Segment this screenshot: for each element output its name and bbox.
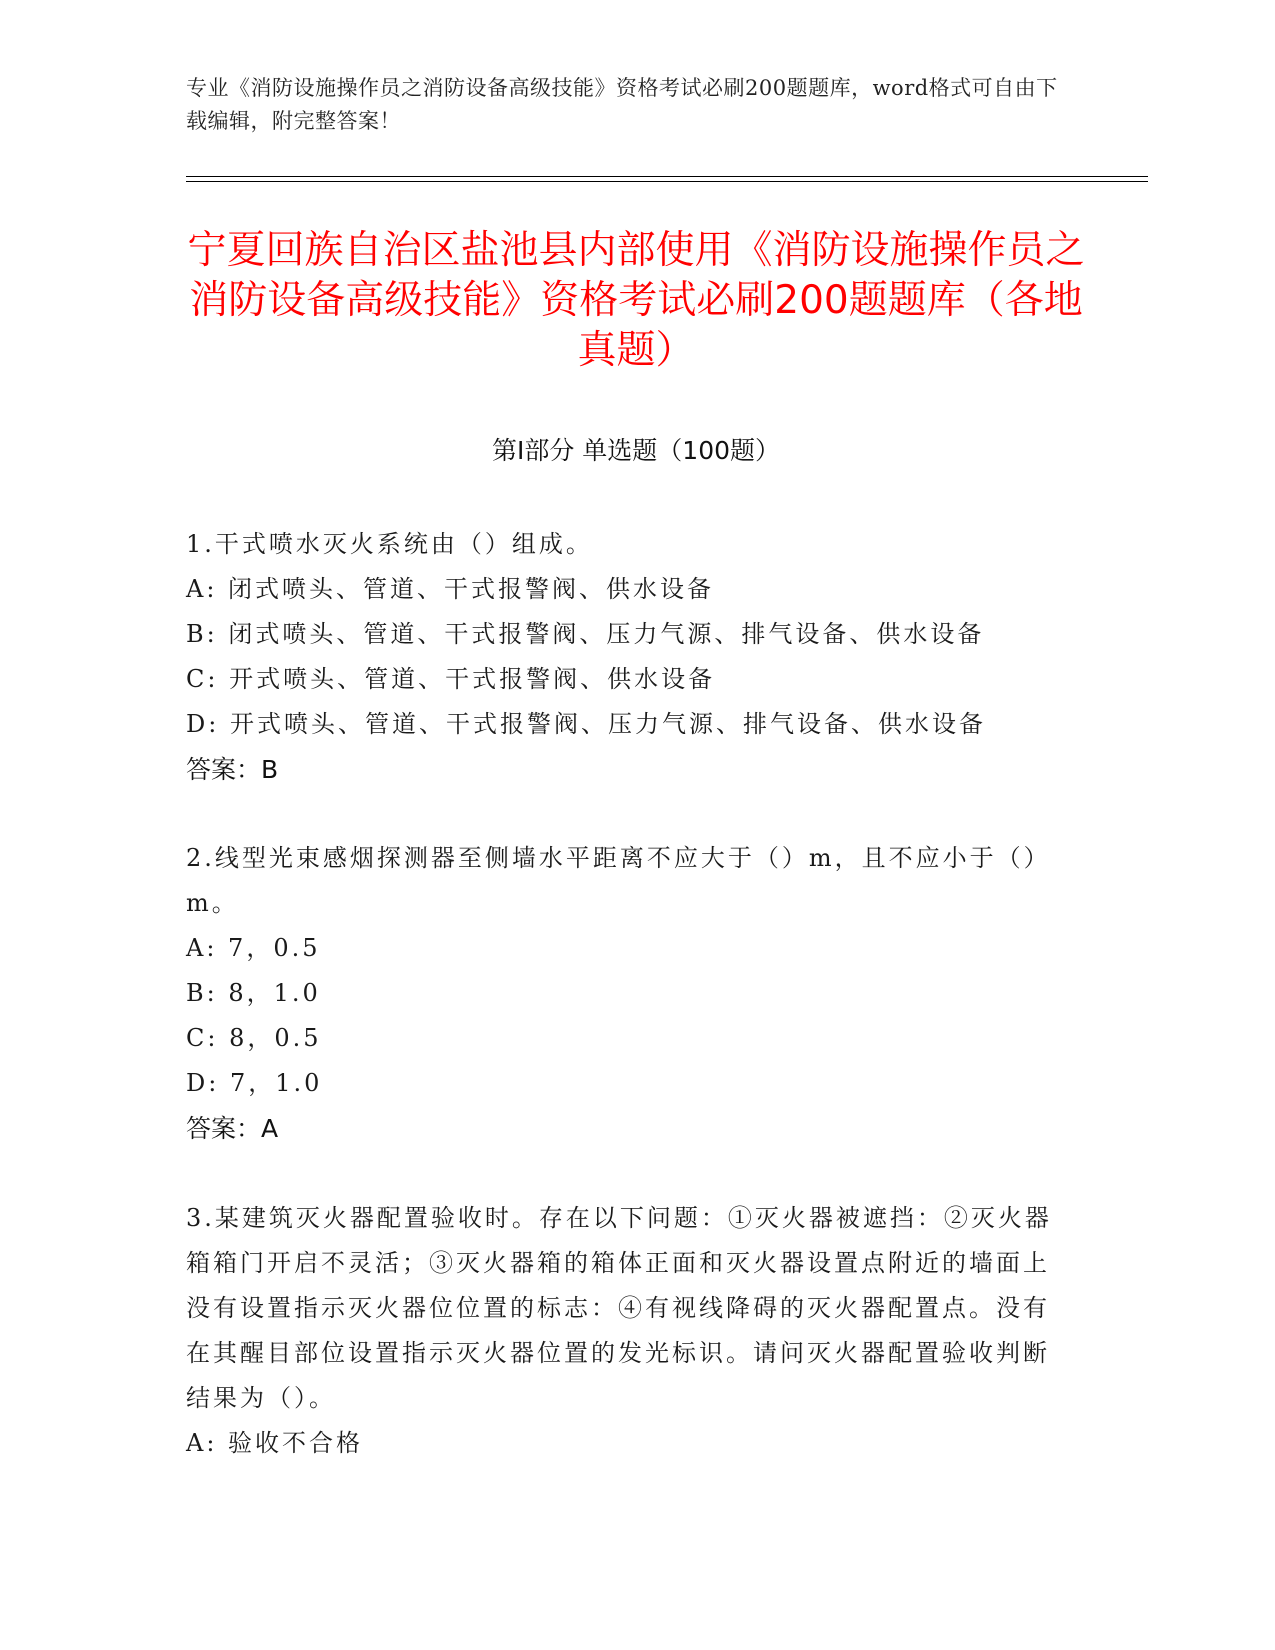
question-stem: 3.某建筑灭火器配置验收时。存在以下问题：①灭火器被遮挡：②灭火器箱箱门开启不灵活；③灭火器箱的箱体正面和灭火器设置点附近的墙面上没有设置指示灭火器位位置的标志：④有视线降碍的灭火器配置点。没有在其醒目部位设置指示灭火器位置的发光标识。请问灭火器配置验收判断结果为（）。 xyxy=(186,1204,1052,1412)
option-a: A: 验收不合格 xyxy=(186,1429,364,1457)
document-title: 宁夏回族自治区盐池县内部使用《消防设施操作员之消防设备高级技能》资格考试必刷200题题库（各地真题） xyxy=(187,228,1085,373)
section-heading: 第Ⅰ部分 单选题（100题） xyxy=(491,436,781,465)
option-c: C: 8，0.5 xyxy=(186,1024,322,1052)
option-c: C: 开式喷头、管道、干式报警阀、供水设备 xyxy=(186,665,716,693)
option-b: B: 8，1.0 xyxy=(186,979,321,1007)
question-stem: 2.线型光束感烟探测器至侧墙水平距离不应大于（）m，且不应小于（）m。 xyxy=(186,844,1051,917)
option-b: B: 闭式喷头、管道、干式报警阀、压力气源、排气设备、供水设备 xyxy=(186,620,985,648)
question-stem: 1.干式喷水灭火系统由（）组成。 xyxy=(186,530,593,558)
answer: 答案：A xyxy=(186,1114,279,1143)
option-a: A: 7，0.5 xyxy=(186,934,321,962)
header-note: 专业《消防设施操作员之消防设备高级技能》资格考试必刷200题题库，word格式可自由下载编辑，附完整答案！ xyxy=(186,76,1058,133)
option-d: D: 开式喷头、管道、干式报警阀、压力气源、排气设备、供水设备 xyxy=(186,710,986,738)
option-a: A: 闭式喷头、管道、干式报警阀、供水设备 xyxy=(186,575,715,603)
option-d: D: 7，1.0 xyxy=(186,1069,323,1097)
answer: 答案：B xyxy=(186,755,279,784)
question-1 xyxy=(186,522,1066,792)
header-divider-bottom xyxy=(186,181,1148,182)
header-divider-top xyxy=(186,176,1148,177)
question-3 xyxy=(186,1196,1066,1466)
question-2 xyxy=(186,836,1066,1151)
